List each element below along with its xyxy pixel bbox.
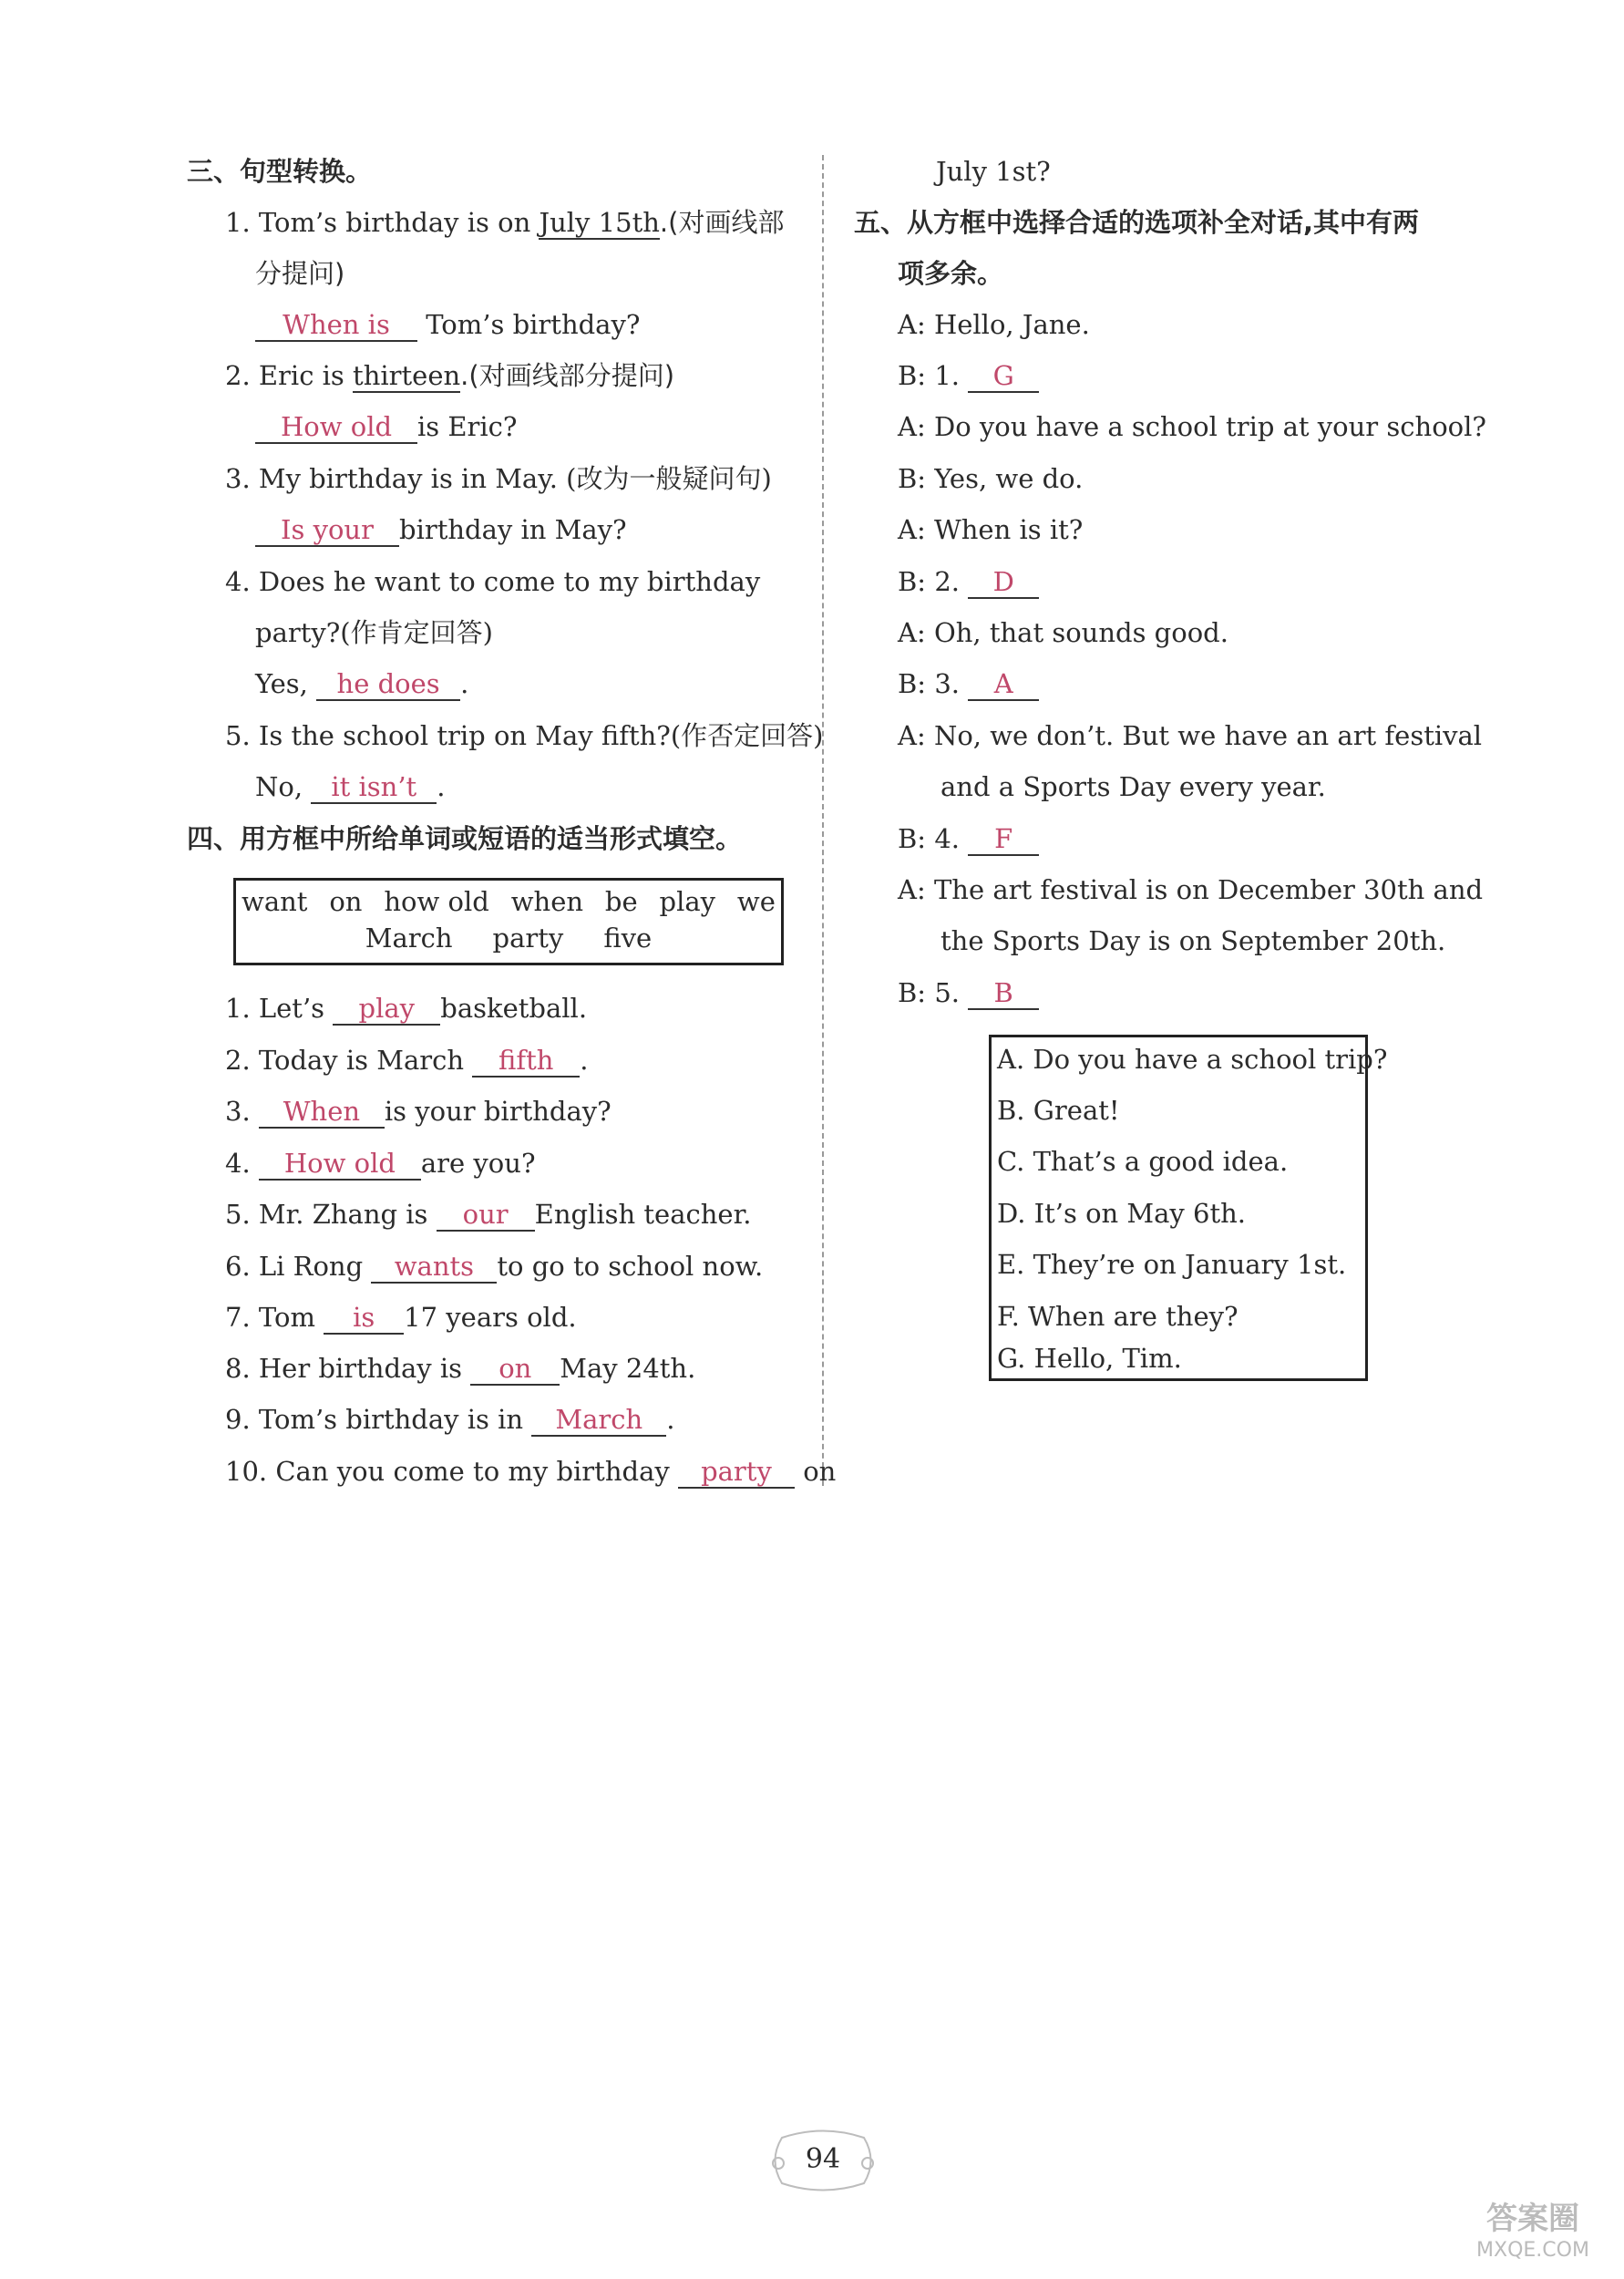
- dialogue-line: B: 5. B: [898, 975, 1039, 1011]
- dialogue-line: A: The art festival is on December 30th and: [898, 874, 1484, 905]
- section5-heading-cont: 项多余。: [898, 258, 1004, 289]
- answer-blank[interactable]: it isn’t: [311, 771, 437, 804]
- dialogue-line-cont: the Sports Day is on September 20th.: [940, 925, 1446, 956]
- s4-item: 4. How old are you?: [225, 1148, 536, 1179]
- word-box: [233, 878, 784, 965]
- dialogue-line: B: 2. D: [898, 563, 1039, 600]
- s3-q2-answer-line: How old is Eric?: [255, 408, 517, 445]
- dialogue-line: A: Hello, Jane.: [898, 309, 1090, 340]
- dialogue-line: A: Oh, that sounds good.: [898, 617, 1228, 648]
- word-box-row2: March party five: [365, 923, 653, 954]
- answer-blank[interactable]: on: [470, 1353, 560, 1386]
- dialogue-line: B: 4. F: [898, 820, 1039, 857]
- dialogue-line: A: When is it?: [898, 514, 1084, 545]
- option-item: G. Hello, Tim.: [997, 1343, 1182, 1374]
- s4-item10-cont: July 1st?: [936, 156, 1051, 187]
- answer-blank[interactable]: party: [678, 1456, 795, 1489]
- section4-heading: 四、用方框中所给单词或短语的适当形式填空。: [187, 823, 743, 854]
- answer-blank[interactable]: our: [437, 1199, 535, 1232]
- option-item: A. Do you have a school trip?: [997, 1044, 1388, 1075]
- answer-blank[interactable]: When: [259, 1096, 385, 1129]
- s3-q4: 4. Does he want to come to my birthday: [225, 566, 761, 597]
- answer-blank[interactable]: B: [968, 977, 1039, 1010]
- watermark: 答案圈 MXQE.COM: [1476, 2201, 1589, 2262]
- s4-item: 5. Mr. Zhang is our English teacher.: [225, 1199, 752, 1230]
- option-item: D. It’s on May 6th.: [997, 1198, 1247, 1229]
- answer-blank[interactable]: A: [968, 668, 1039, 701]
- answer-blank[interactable]: Is your: [255, 514, 399, 547]
- option-item: F. When are they?: [997, 1301, 1239, 1332]
- answer-blank[interactable]: is: [324, 1302, 404, 1335]
- s3-q1-answer-line: When is Tom’s birthday?: [255, 306, 640, 343]
- s3-q4-cont: party?(作肯定回答): [255, 617, 493, 648]
- option-item: E. They’re on January 1st.: [997, 1249, 1347, 1280]
- s3-q1: 1. Tom’s birthday is on July 15th.(对画线部: [225, 207, 785, 238]
- s4-item: 2. Today is March fifth .: [225, 1045, 589, 1076]
- options-box: [989, 1035, 1388, 1381]
- answer-blank[interactable]: March: [531, 1404, 666, 1437]
- s4-item: 1. Let’s play basketball.: [225, 993, 588, 1024]
- section3-heading: 三、句型转换。: [187, 156, 373, 187]
- underlined-phrase: thirteen: [353, 360, 461, 391]
- answer-blank[interactable]: fifth: [472, 1045, 580, 1078]
- dialogue-line-cont: and a Sports Day every year.: [940, 771, 1326, 802]
- s3-q3-answer-line: Is your birthday in May?: [255, 511, 627, 548]
- dialogue-line: B: Yes, we do.: [898, 463, 1084, 494]
- section5-heading: 五、从方框中选择合适的选项补全对话,其中有两: [854, 207, 1420, 238]
- s4-item: 6. Li Rong wants to go to school now.: [225, 1251, 764, 1282]
- column-divider: [822, 155, 824, 1486]
- s3-q5-answer-line: No, it isn’t .: [255, 771, 446, 802]
- option-item: C. That’s a good idea.: [997, 1146, 1289, 1177]
- underlined-phrase: July 15th: [539, 207, 660, 238]
- s3-q4-answer-line: Yes, he does .: [255, 668, 469, 699]
- dialogue-line: A: No, we don’t. But we have an art festival: [898, 720, 1483, 751]
- s3-q2: 2. Eric is thirteen.(对画线部分提问): [225, 360, 675, 391]
- answer-blank[interactable]: he does: [316, 668, 460, 701]
- s4-item: 3. When is your birthday?: [225, 1096, 612, 1127]
- word-box-row1: want on how old when be play we: [242, 886, 776, 917]
- answer-blank[interactable]: How old: [259, 1148, 421, 1181]
- option-item: B. Great!: [997, 1095, 1120, 1126]
- answer-blank[interactable]: G: [968, 360, 1039, 393]
- dialogue-line: B: 1. G: [898, 357, 1039, 394]
- s4-item: 8. Her birthday is on May 24th.: [225, 1353, 696, 1384]
- answer-blank[interactable]: How old: [255, 411, 417, 444]
- page-number: 94: [764, 2119, 882, 2202]
- dialogue-line: B: 3. A: [898, 665, 1039, 702]
- answer-blank[interactable]: F: [968, 823, 1039, 856]
- answer-blank[interactable]: When is: [255, 309, 417, 342]
- answer-blank[interactable]: play: [333, 993, 440, 1026]
- s3-q5: 5. Is the school trip on May fifth?(作否定回答): [225, 720, 824, 751]
- s4-item: 7. Tom is 17 years old.: [225, 1302, 577, 1333]
- answer-blank[interactable]: D: [968, 566, 1039, 599]
- s4-item: 10. Can you come to my birthday party on: [225, 1456, 837, 1487]
- dialogue-line: A: Do you have a school trip at your school?: [898, 411, 1486, 442]
- s3-q1-cont: 分提问): [255, 258, 345, 289]
- answer-blank[interactable]: wants: [371, 1251, 497, 1284]
- s4-item: 9. Tom’s birthday is in March .: [225, 1404, 675, 1435]
- s3-q3: 3. My birthday is in May. (改为一般疑问句): [225, 463, 772, 494]
